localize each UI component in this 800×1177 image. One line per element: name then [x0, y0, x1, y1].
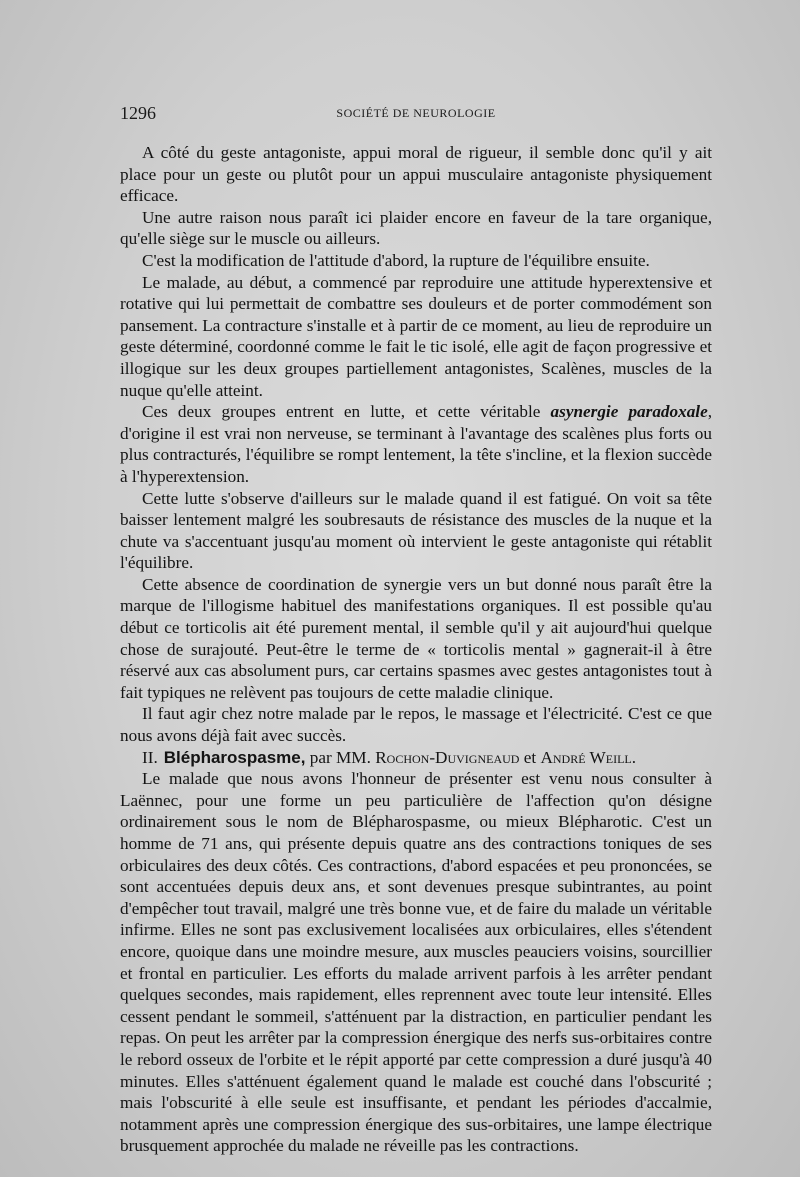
- author-name: André Weill: [540, 747, 632, 767]
- section-title: Blépharospasme,: [163, 747, 306, 767]
- paragraph: Le malade que nous avons l'honneur de présenter est venu nous consulter à Laënnec, pour une forme un peu particulière de l'affection qu'on désigne ordinairement sous le nom de Blépharospasme, ou mieux Blépharotic. C'est un homme de 71 ans, qui présente depuis quatre ans des contractions toniques de ses orbiculaires des deux côtés. Ces contractions, d'abord espacées et peu prononcées, se sont accentuées depuis deux ans, et sont devenues presque subintrantes, au point d'empêcher tout travail, malgré une très bonne vue, et de faire du malade un véritable infirme. Elles ne sont pas exclusivement localisées aux orbiculaires, elles s'étendent encore, quoique dans une moindre mesure, aux muscles peauciers voisins, sourcillier et frontal en particulier. Les efforts du malade arrivent parfois à les arrêter pendant quelques secondes, mais rapidement, elles reprennent avec toute leur intensité. Elles cessent pendant le sommeil, s'atténuent par la distraction, en particulier pendant les repas. On peut les arrêter par la compression énergique des nerfs sus-orbitaires contre le rebord osseux de l'orbite et le répit apporté par cette compression a duré jusqu'à 40 minutes. Elles s'atténuent également quand le malade est couché dans l'obscurité ; mais l'obscurité à elle seule est insuffisante, et pendant les périodes d'accalmie, notamment après une compression énergique des sus-orbitaires, une lampe électrique brusquement approchée du malade ne réveille pas les contractions.: [120, 769, 712, 1156]
- section-number: II.: [142, 747, 158, 767]
- paragraph: Il faut agir chez notre malade par le repos, le massage et l'électricité. C'est ce que nous avons déjà fait avec succès.: [120, 704, 712, 746]
- section-and: et: [519, 747, 541, 767]
- paragraph: Cette absence de coordination de synergie vers un but donné nous paraît être la marque de l'illogisme habituel des manifestations organiques. Il est possible qu'au début ce torticolis ait été purement mental, il semble qu'il y ait aujourd'hui quelque chose de surajouté. Peut-être le terme de « torticolis mental » gagnerait-il à être réservé aux cas absolument purs, car certains spasmes avec gestes antagonistes tout à fait typiques ne relèvent pas toujours de cette maladie clinique.: [120, 574, 712, 702]
- body-text: [120, 142, 712, 1157]
- paragraph: Cette lutte s'observe d'ailleurs sur le malade quand il est fatigué. On voit sa tête baisser lentement malgré les soubresauts de résistance des muscles de la nuque et la chute va s'accentuant jusqu'au moment où intervient le geste antagoniste qui rétablit l'équilibre.: [120, 488, 712, 573]
- text-run: , d'origine il est vrai non nerveuse, se terminant à l'avantage des scalènes plus forts ou plus contracturés, l'équilibre se rompt lentement, la tête s'incline, et la flexion succède à l'hyperextension.: [120, 402, 712, 486]
- paragraph: Le malade, au début, a commencé par reproduire une attitude hyperextensive et rotative qui lui permettait de combattre ses douleurs et de porter commodément son pansement. La contracture s'installe et à partir de ce moment, au lieu de reproduire un geste déterminé, coordonné comme le fait le tic isolé, elle agit de façon progressive et illogique sur les deux groupes partiellement antagonistes, Scalènes, muscles de la nuque qu'elle atteint.: [120, 272, 712, 400]
- running-head: [120, 103, 712, 127]
- section-end: .: [631, 747, 637, 767]
- section-heading: [120, 747, 712, 769]
- paragraph: Une autre raison nous paraît ici plaider encore en faveur de la tare organique, qu'elle siège sur le muscle ou ailleurs.: [120, 207, 712, 249]
- author-name: Rochon-Duvigneaud: [375, 747, 520, 767]
- paragraph: A côté du geste antagoniste, appui moral de rigueur, il semble donc qu'il y ait place pour un geste ou plutôt pour un appui musculaire antagoniste physiquement efficace.: [120, 143, 712, 206]
- journal-title: SOCIÉTÉ DE NEUROLOGIE: [336, 106, 496, 120]
- paragraph: C'est la modification de l'attitude d'abord, la rupture de l'équilibre ensuite.: [142, 250, 650, 270]
- page-number: 1296: [120, 103, 156, 123]
- paragraph-with-emphasis: [120, 401, 712, 487]
- section-by: par MM.: [305, 747, 376, 767]
- emphasized-term: asynergie paradoxale: [550, 402, 708, 422]
- text-run: Ces deux groupes entrent en lutte, et cette véritable: [142, 402, 551, 422]
